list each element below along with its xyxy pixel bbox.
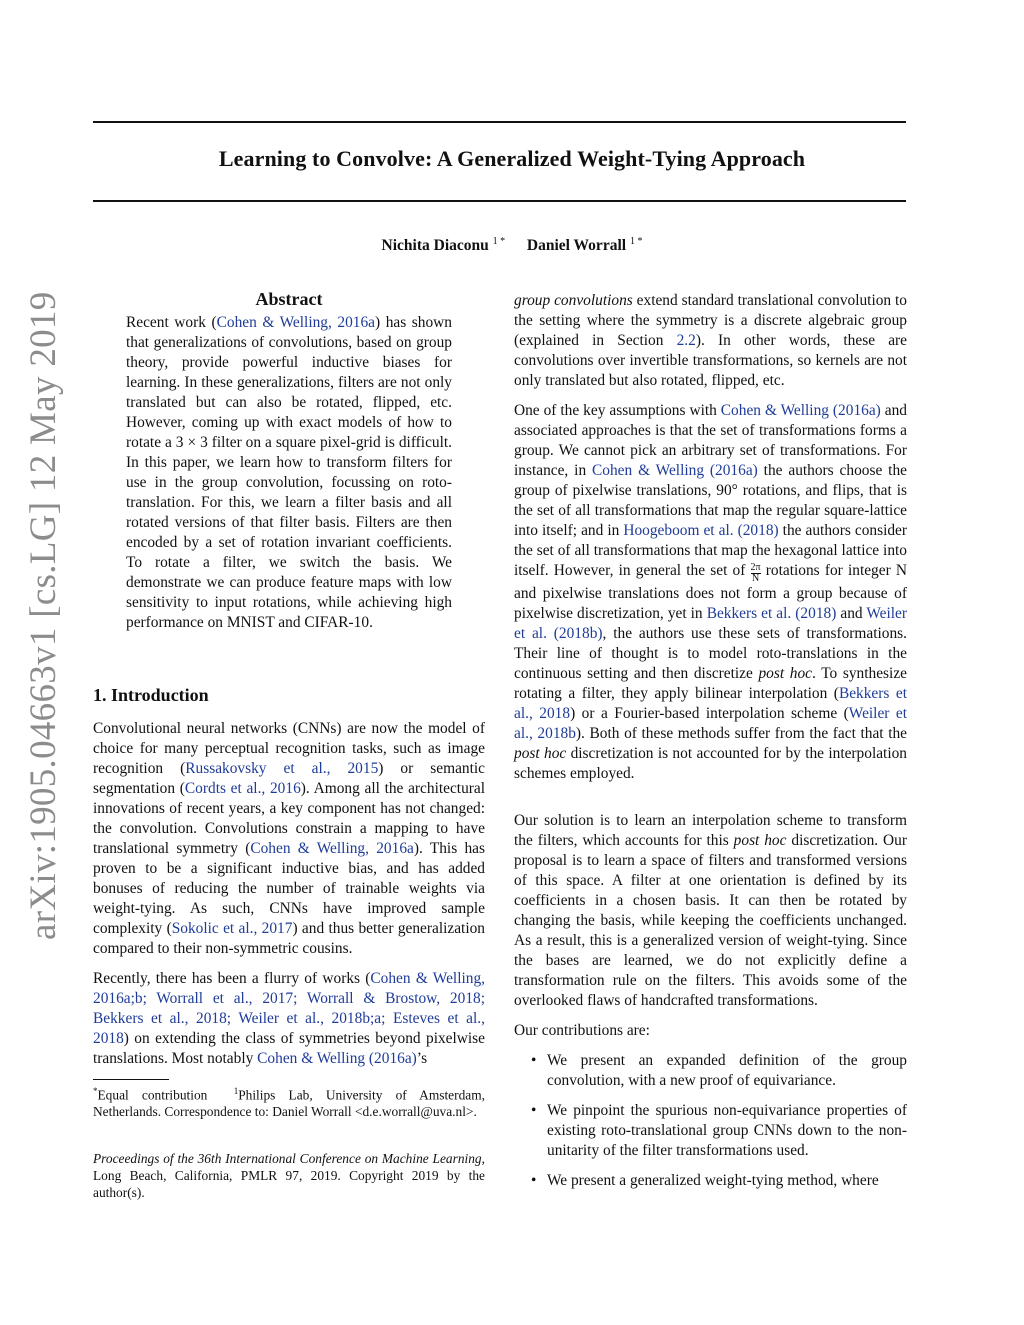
citation-link[interactable]: Russakovsky et al., 2015 <box>185 760 379 777</box>
contributions-list <box>514 1051 907 1201</box>
list-item: • We present a generalized weight-tying method, where <box>514 1171 907 1191</box>
citation-link[interactable]: Cohen & Welling (2016a) <box>257 1050 417 1067</box>
citation-link[interactable]: Cohen & Welling, 2016a;b; Worrall et al., 2017; Worrall & Brostow, 2018; Bekkers et al., 2018; Weiler et al., 2018b;a; Esteves et al., 2018 <box>93 970 485 1047</box>
abstract-body: Recent work (Cohen & Welling, 2016a) has shown that generalizations of convolutions, based on group theory, provide powerful inductive biases for learning. In these generalizations, filters are not only translated but can also be rotated, flipped, etc. However, coming up with exact models of how to rotate a 3 × 3 filter on a square pixel-grid is difficult. In this paper, we learn how to transform filters for use in the group convolution, focussing on roto-translation. For this, we learn a filter basis and all rotated versions of that filter basis. Filters are then encoded by a set of rotation invariant coefficients. To rotate a filter, we switch the basis. We demonstrate we can produce feature maps with low sensitivity to input rotations, while achieving high performance on MNIST and CIFAR-10. <box>126 314 452 631</box>
section-heading-introduction: 1. Introduction <box>93 685 209 705</box>
citation-link[interactable]: Cohen & Welling, 2016a <box>216 314 376 331</box>
title-rule-bottom <box>93 200 906 202</box>
citation-link[interactable]: Bekkers et al. (2018) <box>706 605 837 622</box>
contributions-intro: Our contributions are: <box>514 1022 650 1039</box>
author-name: Nichita Diaconu <box>381 237 489 254</box>
footnote-divider <box>93 1079 169 1080</box>
section-link[interactable]: 2.2 <box>676 332 696 349</box>
author-list <box>0 236 1024 255</box>
right-paragraph-1: One of the key assumptions with Cohen & Welling (2016a) and associated approaches is that the set of transformations forms a group. We cannot pick an arbitrary set of transformations. For instance, in Cohen & Welling (2016a) the authors choose the group of pixelwise translations, 90° rotations, and flips, that is the set of all transformations that map the regular square-lattice into itself; and in Hoogeboom et al. (2018) the authors consider the set of all transformations that map the hexagonal lattice into itself. However, in general the set of $\frac{2\pi}{N}$ rotations for integer N and pixelwise translations does not form a group because of pixelwise discretization, yet in Bekkers et al. (2018) and Weiler et al. (2018b), the authors use these sets of transformations. Their line of thought is to model roto-translations in the continuous setting and then discretize post hoc. To synthesize rotating a filter, they apply bilinear interpolation (Bekkers et al., 2018) or a Fourier-based interpolation scheme (Weiler et al., 2018b). Both of these methods suffer from the fact that the post hoc discretization is not accounted for by the interpolation schemes employed. <box>514 402 908 782</box>
intro-paragraph-2: Recently, there has been a flurry of works (Cohen & Welling, 2016a;b; Worrall et al., 2017; Worrall & Brostow, 2018; Bekkers et al., 2018; Weiler et al., 2018b;a; Esteves et al., 2018) on extending the class of symmetries beyond pixelwise translations. Most notably Cohen & Welling (2016a)’s <box>93 970 485 1067</box>
citation-link[interactable]: Hoogeboom et al. (2018) <box>623 522 779 539</box>
right-paragraph-2: Our solution is to learn an interpolation scheme to transform the filters, which accounts for this post hoc discretization. Our proposal is to learn a space of filters and transformed versions of this space. A filter at one orientation is defined by its coefficients in a chosen basis. It can then be rotated by changing the basis, while keeping the coefficients unchanged. As a result, this is a generalized version of weight-tying. Since the bases are learned, we do not explicitly define a transformation rule on the filters. This avoids some of the overlooked flaws of handcrafted transformations. <box>514 812 907 1009</box>
citation-link[interactable]: Sokolic et al., 2017 <box>171 920 293 937</box>
list-item: • We pinpoint the spurious non-equivariance properties of existing roto-translational group CNNs down to the non-unitarity of the filter transformations used. <box>514 1101 907 1161</box>
author-affiliation-mark: 1 * <box>492 236 506 247</box>
citation-link[interactable]: Cohen & Welling (2016a) <box>720 402 881 419</box>
list-item: • We present an expanded definition of the group convolution, with a new proof of equivariance. <box>514 1051 907 1091</box>
citation-link[interactable]: Weiler et al., 2018b <box>514 705 907 742</box>
right-paragraph-0: group convolutions extend standard translational convolution to the setting where the symmetry is a discrete algebraic group (explained in Section 2.2). In other words, these are convolutions over invertible transformations, so kernels are not only translated but also rotated, flipped, etc. <box>514 292 907 389</box>
author-affiliation-mark: 1 * <box>629 236 643 247</box>
citation-link[interactable]: Weiler et al. (2018b) <box>514 605 908 642</box>
citation-link[interactable]: Cohen & Welling, 2016a <box>250 840 414 857</box>
footnote-proceedings: Proceedings of the 36th International Conference on Machine Learning, Long Beach, California, PMLR 97, 2019. Copyright 2019 by the author(s). <box>93 1151 485 1200</box>
abstract-heading: Abstract <box>255 289 323 309</box>
intro-paragraph-1: Convolutional neural networks (CNNs) are now the model of choice for many perceptual recognition tasks, such as image recognition (Russakovsky et al., 2015) or semantic segmentation (Cordts et al., 2016). Among all the architectural innovations of recent years, a key component has not changed: the convolution. Convolutions constrain a mapping to have translational symmetry (Cohen & Welling, 2016a). This has proven to be a significant inductive bias, and has added bonuses of reducing the number of trainable weights via weight-tying. As such, CNNs have improved sample complexity (Sokolic et al., 2017) and thus better generalization compared to their non-symmetric cousins. <box>93 720 486 957</box>
fraction-2pi-over-n: $\frac{2\pi}{N}$ <box>750 562 761 584</box>
author-name: Daniel Worrall <box>526 237 627 254</box>
title-rule-top <box>93 121 906 123</box>
citation-link[interactable]: Bekkers et al., 2018 <box>514 685 907 722</box>
citation-link[interactable]: Cordts et al., 2016 <box>184 780 301 797</box>
arxiv-identifier: arXiv:1905.04663v1 [cs.LG] 12 May 2019 <box>23 291 64 940</box>
citation-link[interactable]: Cohen & Welling (2016a) <box>592 462 758 479</box>
paper-title: Learning to Convolve: A Generalized Weight-Tying Approach <box>218 146 806 171</box>
footnote-affiliation: *Equal contribution $^1$Philips Lab, University of Amsterdam, Netherlands. Correspondence to: Daniel Worrall <d.e.worrall@uva.nl>. <box>93 1086 485 1120</box>
